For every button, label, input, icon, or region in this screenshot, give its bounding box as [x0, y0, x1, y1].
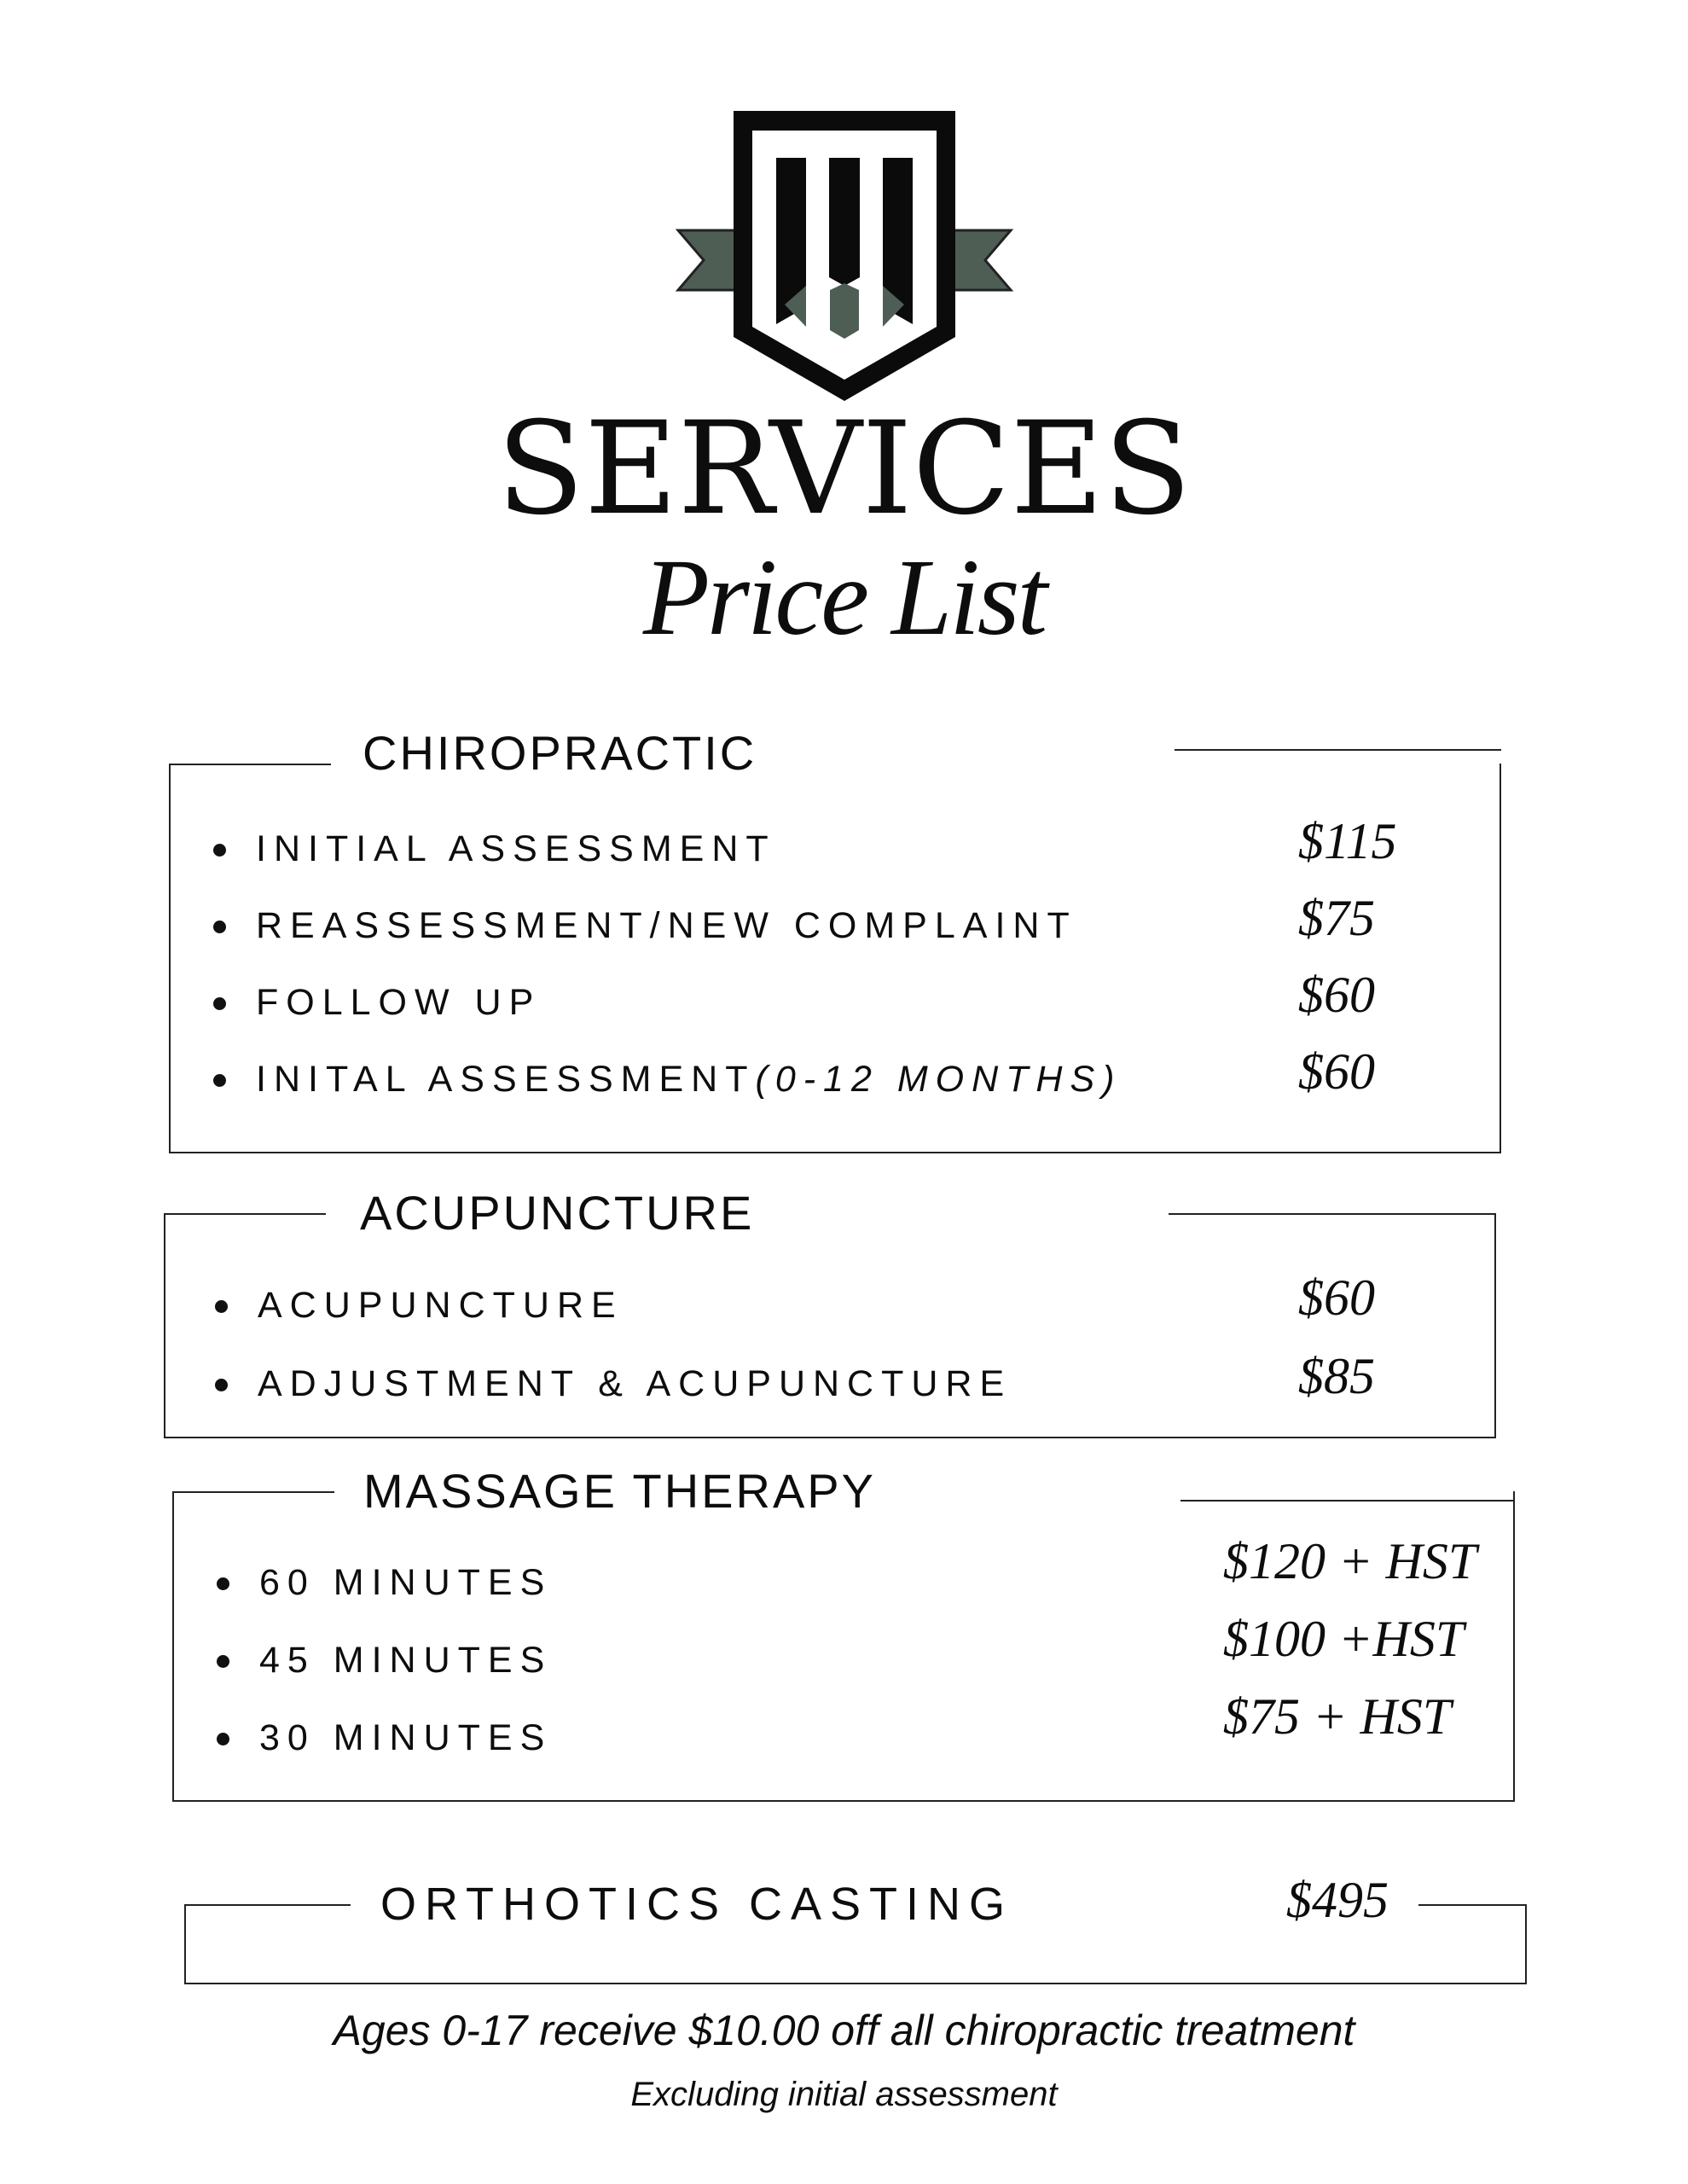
item-price: $75: [1298, 890, 1375, 946]
orthotics-casting-title: ORTHOTICS CASTING: [380, 1879, 1014, 1930]
acupuncture-section: [164, 1186, 1496, 1438]
item-price: $60: [1298, 1269, 1375, 1326]
list-item: [174, 1611, 1513, 1686]
orthotics-casting-price: $495: [1286, 1872, 1389, 1928]
bullet-icon: [217, 1733, 229, 1745]
discount-note: Ages 0-17 receive $10.00 off all chiropractic treatment: [333, 2007, 1355, 2054]
item-price: $60: [1298, 1043, 1375, 1100]
page-subtitle: Price List: [642, 537, 1046, 658]
list-item: [171, 813, 1499, 874]
item-price: $100 +HST: [1223, 1611, 1465, 1667]
shield-logo-icon: [674, 107, 1015, 414]
list-item: [171, 1043, 1499, 1105]
massage-therapy-title: MASSAGE THERAPY: [363, 1464, 877, 1518]
bullet-icon: [217, 1577, 229, 1590]
item-price: $85: [1298, 1348, 1375, 1404]
item-label-note: (0-12 MONTHS): [755, 1059, 1122, 1100]
item-label: 45 MINUTES: [259, 1640, 553, 1681]
chiropractic-title: CHIROPRACTIC: [363, 726, 757, 780]
item-price: $115: [1298, 813, 1397, 869]
orthotics-casting-section: [184, 1872, 1527, 1984]
list-item: [165, 1348, 1494, 1409]
item-label: REASSESSMENT/NEW COMPLAINT: [256, 905, 1077, 946]
bullet-icon: [215, 1300, 228, 1313]
item-price: $75 + HST: [1223, 1688, 1452, 1745]
chiropractic-section: [169, 726, 1501, 1153]
page-title: SERVICES: [496, 395, 1192, 543]
bullet-icon: [213, 1074, 226, 1087]
list-item: [174, 1533, 1513, 1608]
acupuncture-title: ACUPUNCTURE: [360, 1186, 755, 1240]
item-label: 60 MINUTES: [259, 1562, 553, 1603]
bullet-icon: [217, 1655, 229, 1668]
discount-exclusion: Excluding initial assessment: [630, 2076, 1058, 2113]
list-item: [171, 967, 1499, 1028]
bullet-icon: [215, 1379, 228, 1391]
item-price: $120 + HST: [1223, 1533, 1477, 1589]
list-item: [174, 1688, 1513, 1763]
list-item: [165, 1269, 1494, 1331]
list-item: [171, 890, 1499, 951]
item-label: INITIAL ASSESSMENT: [256, 828, 776, 869]
item-label: 30 MINUTES: [259, 1717, 553, 1758]
bullet-icon: [213, 921, 226, 933]
item-label: [256, 1054, 1122, 1105]
bullet-icon: [213, 997, 226, 1010]
item-label: ADJUSTMENT & ACUPUNCTURE: [258, 1363, 1012, 1404]
item-label-main: INITAL ASSESSMENT: [256, 1059, 756, 1100]
item-label: FOLLOW UP: [256, 982, 542, 1023]
bullet-icon: [213, 844, 226, 857]
item-label: ACUPUNCTURE: [258, 1285, 624, 1326]
massage-therapy-section: [172, 1464, 1515, 1802]
item-price: $60: [1298, 967, 1375, 1023]
